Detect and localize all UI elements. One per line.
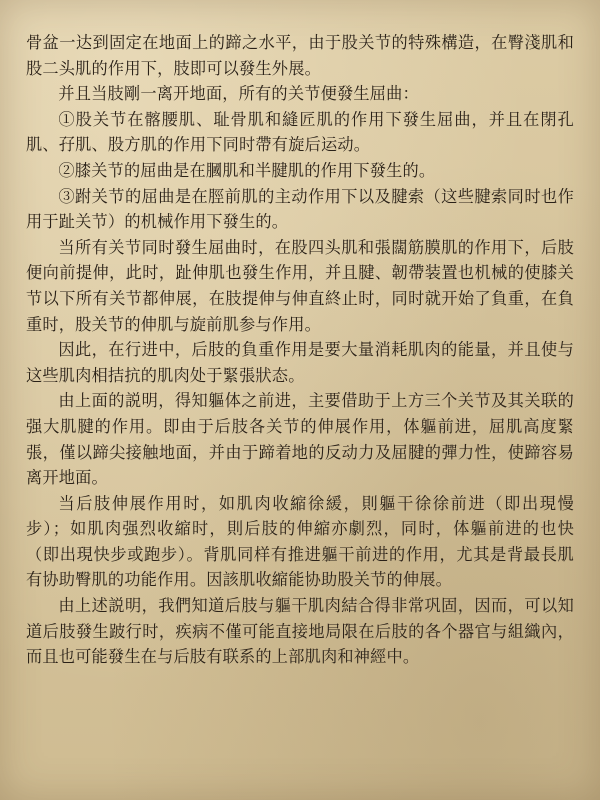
paragraph-7: 因此，在行进中，后肢的負重作用是要大量消耗肌肉的能量，并且使与这些肌肉相拮抗的肌肉处于緊張狀态。: [26, 340, 574, 385]
paragraph-9: 当后肢伸展作用时，如肌肉收縮徐緩，則軀干徐徐前进（即出現慢步）；如肌肉强烈收縮时，則后肢的伸縮亦劇烈，同时，体軀前进的也快（即出現快步或跑步）。背肌同样有推进軀干前进的作用，尤其是背最長肌有协助臀肌的功能作用。因該肌收縮能协助股关节的伸展。: [26, 493, 574, 590]
paragraph-8: 由上面的説明，得知軀体之前进，主要借助于上方三个关节及其关联的强大肌腱的作用。即由于后肢各关节的伸展作用，体軀前进，屈肌高度緊張，僅以蹄尖接触地面，并由于蹄着地的反动力及屈腱的彈力性，使蹄容易离开地面。: [26, 391, 574, 488]
paragraph-4: ②膝关节的屈曲是在膕肌和半腱肌的作用下發生的。: [58, 160, 436, 180]
paragraph-1: 骨盆一达到固定在地面上的蹄之水平，由于股关节的特殊構造，在臀淺肌和股二头肌的作用下，肢即可以發生外展。: [26, 33, 574, 78]
paragraph-3: ①股关节在髂腰肌、耻骨肌和縫匠肌的作用下發生屈曲，并且在閉孔肌、孖肌、股方肌的作用下同时帶有旋后运动。: [26, 109, 574, 155]
paragraph-10: 由上述説明，我們知道后肢与軀干肌肉結合得非常巩固，因而，可以知道后肢發生跛行时，疾病不僅可能直接地局限在后肢的各个器官与組織內，而且也可能發生在与后肢有联系的上部肌肉和神經中。: [26, 596, 574, 667]
paragraph-5: ③跗关节的屈曲是在脛前肌的主动作用下以及腱索（这些腱索同时也作用于趾关节）的机械作用下發生的。: [26, 186, 574, 232]
paragraph-6: 当所有关节同时發生屈曲时，在股四头肌和張闊筋膜肌的作用下，后肢便向前提伸，此时，趾伸肌也發生作用，并且腱、韌帶装置也机械的使膝关节以下所有关节都伸展，在肢提伸与伸直終止时，同时就开始了負重，在負重时，股关节的伸肌与旋前肌参与作用。: [26, 237, 574, 334]
paragraph-2: 并且当肢剛一离开地面，所有的关节便發生屈曲：: [58, 84, 419, 104]
